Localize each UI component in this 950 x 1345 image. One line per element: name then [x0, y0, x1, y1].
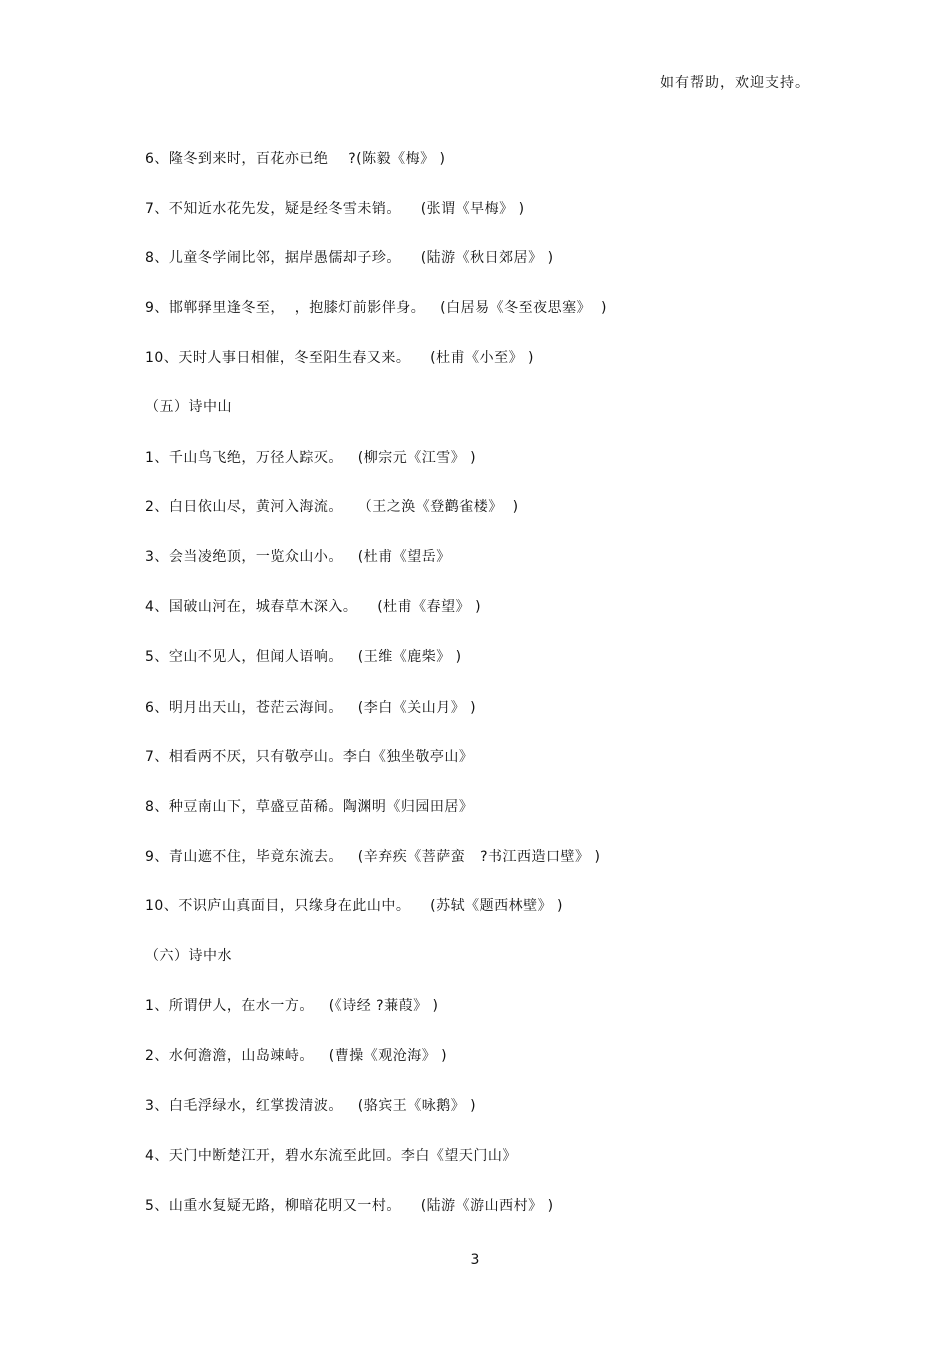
- poem-line: 5、山重水复疑无路，柳暗花明又一村。 (陆游《游山西村》 ): [145, 1198, 554, 1214]
- poem-line: 1、所谓伊人，在水一方。 (《诗经 ?蒹葭》 ): [145, 998, 439, 1014]
- poem-line: 6、隆冬到来时，百花亦已绝 ?(陈毅《梅》 ): [145, 151, 446, 167]
- poem-line: 3、会当凌绝顶，一览众山小。 (杜甫《望岳》: [145, 549, 451, 565]
- poem-line: 2、白日依山尽，黄河入海流。 （王之涣《登鹳雀楼》 ): [145, 499, 519, 515]
- poem-line: 8、儿童冬学闹比邻，据岸愚儒却子珍。 (陆游《秋日郊居》 ): [145, 250, 554, 266]
- poem-line: 9、青山遮不住，毕竟东流去。 (辛弃疾《菩萨蛮 ?书江西造口壁》 ): [145, 849, 601, 865]
- section-heading: （六）诗中水: [145, 948, 232, 964]
- poem-line: 3、白毛浮绿水，红掌拨清波。 (骆宾王《咏鹅》 ): [145, 1098, 477, 1114]
- poem-line: 10、天时人事日相催，冬至阳生春又来。 (杜甫《小至》 ): [145, 350, 534, 366]
- poem-line: 9、邯郸驿里逢冬至， ，抱膝灯前影伴身。 (白居易《冬至夜思塞》 ): [145, 300, 607, 316]
- poem-line: 4、天门中断楚江开，碧水东流至此回。李白《望天门山》: [145, 1148, 517, 1164]
- poem-line: 5、空山不见人，但闻人语响。 (王维《鹿柴》 ): [145, 649, 462, 665]
- header-note: 如有帮助，欢迎支持。: [660, 75, 810, 91]
- section-heading: （五）诗中山: [145, 399, 232, 415]
- poem-line: 6、明月出天山，苍茫云海间。 (李白《关山月》 ): [145, 700, 477, 716]
- poem-line: 7、不知近水花先发，疑是经冬雪未销。 (张谓《早梅》 ): [145, 201, 525, 217]
- poem-line: 10、不识庐山真面目，只缘身在此山中。 (苏轼《题西林壁》 ): [145, 898, 563, 914]
- poem-line: 7、相看两不厌，只有敬亭山。李白《独坐敬亭山》: [145, 749, 474, 765]
- poem-line: 8、种豆南山下，草盛豆苗稀。陶渊明《归园田居》: [145, 799, 474, 815]
- page-number: 3: [470, 1252, 480, 1268]
- poem-line: 2、水何澹澹，山岛竦峙。 (曹操《观沧海》 ): [145, 1048, 448, 1064]
- poem-line: 1、千山鸟飞绝，万径人踪灭。 (柳宗元《江雪》 ): [145, 450, 477, 466]
- poem-line: 4、国破山河在，城春草木深入。 (杜甫《春望》 ): [145, 599, 482, 615]
